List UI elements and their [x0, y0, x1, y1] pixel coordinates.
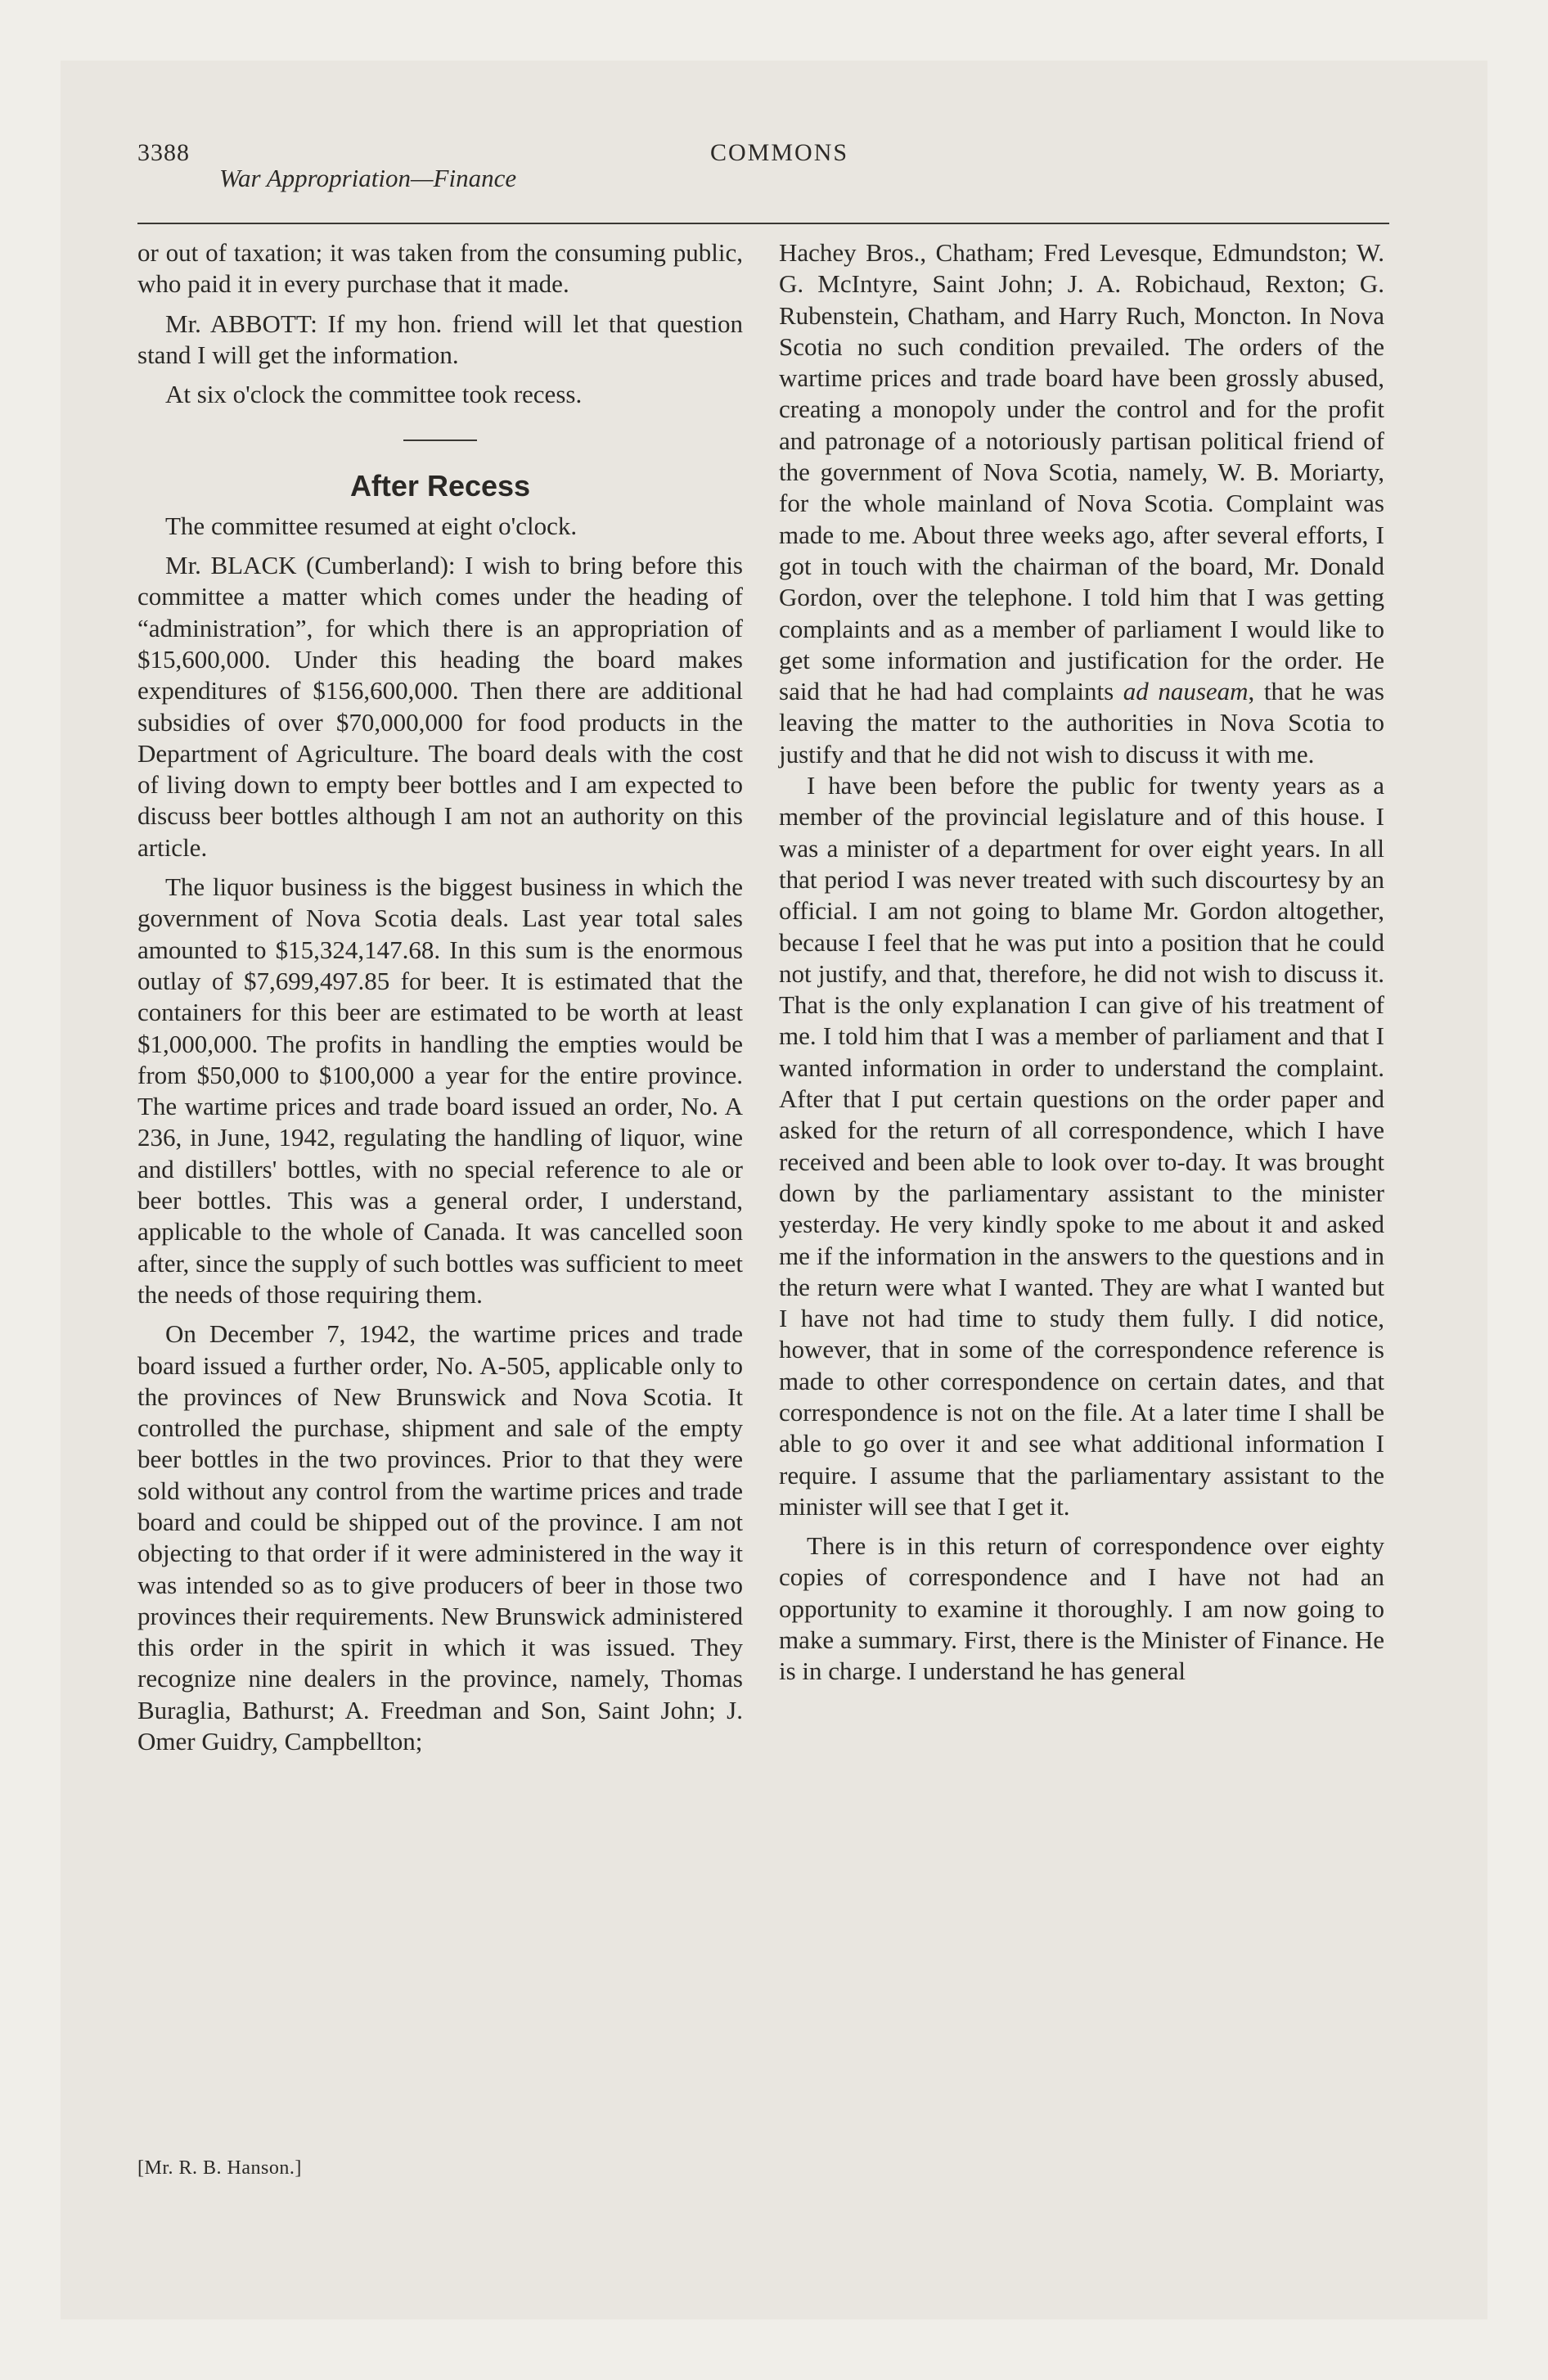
running-head: War Appropriation—Finance	[219, 164, 517, 192]
header-rule	[137, 223, 1389, 224]
section-divider	[403, 439, 477, 441]
paragraph: There is in this return of correspondence over eighty copies of correspondence and I have not had an opportunity to examine it thoroughly. I am now going to make a summary. First, there is the Minister of Finance. He is in charge. I understand he has general	[779, 1531, 1384, 1686]
paragraph: The liquor business is the biggest business in which the government of Nova Scotia deals. Last year total sales amounted to $15,324,147.68. In this sum is the enormous outlay of $7,699,497.85 for beer. It is estimated that the containers for this beer are estimated to be worth at least $1,000,000. The profits in handling the empties would be from $50,000 to $100,000 a year for the entire province. The wartime prices and trade board issued an order, No. A 236, in June, 1942, regulating the handling of liquor, wine and distillers' bottles, with no special reference to ale or beer bottles. This was a general order, I understand, applicable to the whole of Canada. It was cancelled soon after, since the supply of such bottles was sufficient to meet the needs of those requiring them.	[137, 872, 743, 1309]
section-heading: After Recess	[349, 469, 531, 503]
paragraph: On December 7, 1942, the wartime prices and trade board issued a further order, No. A-505, applicable only to the provinces of New Brunswick and Nova Scotia. It controlled the purchase, shipment and sale of the empty beer bottles in the two provinces. Prior to that they were sold without any control from the wartime prices and trade board and could be shipped out of the province. I am not objecting to that order if it were administered in the way it was intended so as to give producers of beer in those two provinces their requirements. New Brunswick administered this order in the spirit in which it was issued. They recognize nine dealers in the province, namely, Thomas Buraglia, Bathurst; A. Freedman and Son, Saint John; J. Omer Guidry, Campbellton;	[137, 1319, 743, 1756]
text-run: , that he was leaving the matter to the authorities in Nova Scotia to justify and that he did not wish to discuss it with me.	[779, 677, 1384, 769]
paragraph: At six o'clock the committee took recess.	[165, 380, 583, 409]
left-column	[137, 237, 743, 1757]
paragraph: Mr. BLACK (Cumberland): I wish to bring before this committee a matter which comes under the heading of “administration”, for which there is an appropriation of $15,600,000. Under this heading the board makes expenditures of $156,600,000. Then there are additional subsidies of over $70,000,000 for food products in the Department of Agriculture. The board deals with the cost of living down to empty beer bottles and I am expected to discuss beer bottles although I am not an authority on this article.	[137, 551, 743, 862]
page-number: 3388	[137, 139, 190, 166]
paragraph: I have been before the public for twenty years as a member of the provincial legislature and of this house. I was a minister of a department for over eight years. In all that period I was never treated with such discourtesy by an official. I am not going to blame Mr. Gordon altogether, because I feel that he was put into a position that he could not justify, and that, therefore, he did not wish to discuss it. That is the only explanation I can give of his treatment of me. I told him that I was a member of parliament and that I wanted information in order to understand the complaint. After that I put certain questions on the order paper and asked for the return of all correspondence, which I have received and been able to look over to-day. It was brought down by the parliamentary assistant to the minister yesterday. He very kindly spoke to me about it and asked me if the information in the answers to the questions and in the return were what I wanted. They are what I wanted but I have not had time to study them fully. I did notice, however, that in some of the correspondence reference is made to other correspondence on certain dates, and that correspondence is not on the file. At a later time I shall be able to go over it and see what additional information I require. I assume that the parliamentary assistant to the minister will see that I get it.	[779, 771, 1384, 1521]
page-header	[137, 139, 1389, 221]
house-title: COMMONS	[710, 139, 849, 166]
right-column	[779, 237, 1384, 1688]
italic-phrase: ad nauseam	[1123, 677, 1249, 706]
paragraph: or out of taxation; it was taken from the consuming public, who paid it in every purchase that it made.	[137, 238, 743, 299]
text-run: Hachey Bros., Chatham; Fred Levesque, Edmundston; W. G. McIntyre, Saint John; J. A. Robichaud, Rexton; G. Rubenstein, Chatham, and Harry Ruch, Moncton. In Nova Scotia no such condition prevailed. The orders of the wartime prices and trade board have been grossly abused, creating a monopoly under the control and for the profit and patronage of a notoriously partisan political friend of the government of Nova Scotia, namely, W. B. Moriarty, for the whole mainland of Nova Scotia. Complaint was made to me. About three weeks ago, after several efforts, I got in touch with the chairman of the board, Mr. Donald Gordon, over the telephone. I told him that I was getting complaints and as a member of parliament I would like to get some information and justification for the order. He said that he had had complaints	[779, 238, 1384, 706]
paragraph: The committee resumed at eight o'clock.	[165, 511, 578, 540]
paragraph: Mr. ABBOTT: If my hon. friend will let that question stand I will get the information.	[137, 309, 743, 369]
paragraph	[779, 237, 1384, 770]
speaker-note: [Mr. R. B. Hanson.]	[137, 2157, 302, 2179]
